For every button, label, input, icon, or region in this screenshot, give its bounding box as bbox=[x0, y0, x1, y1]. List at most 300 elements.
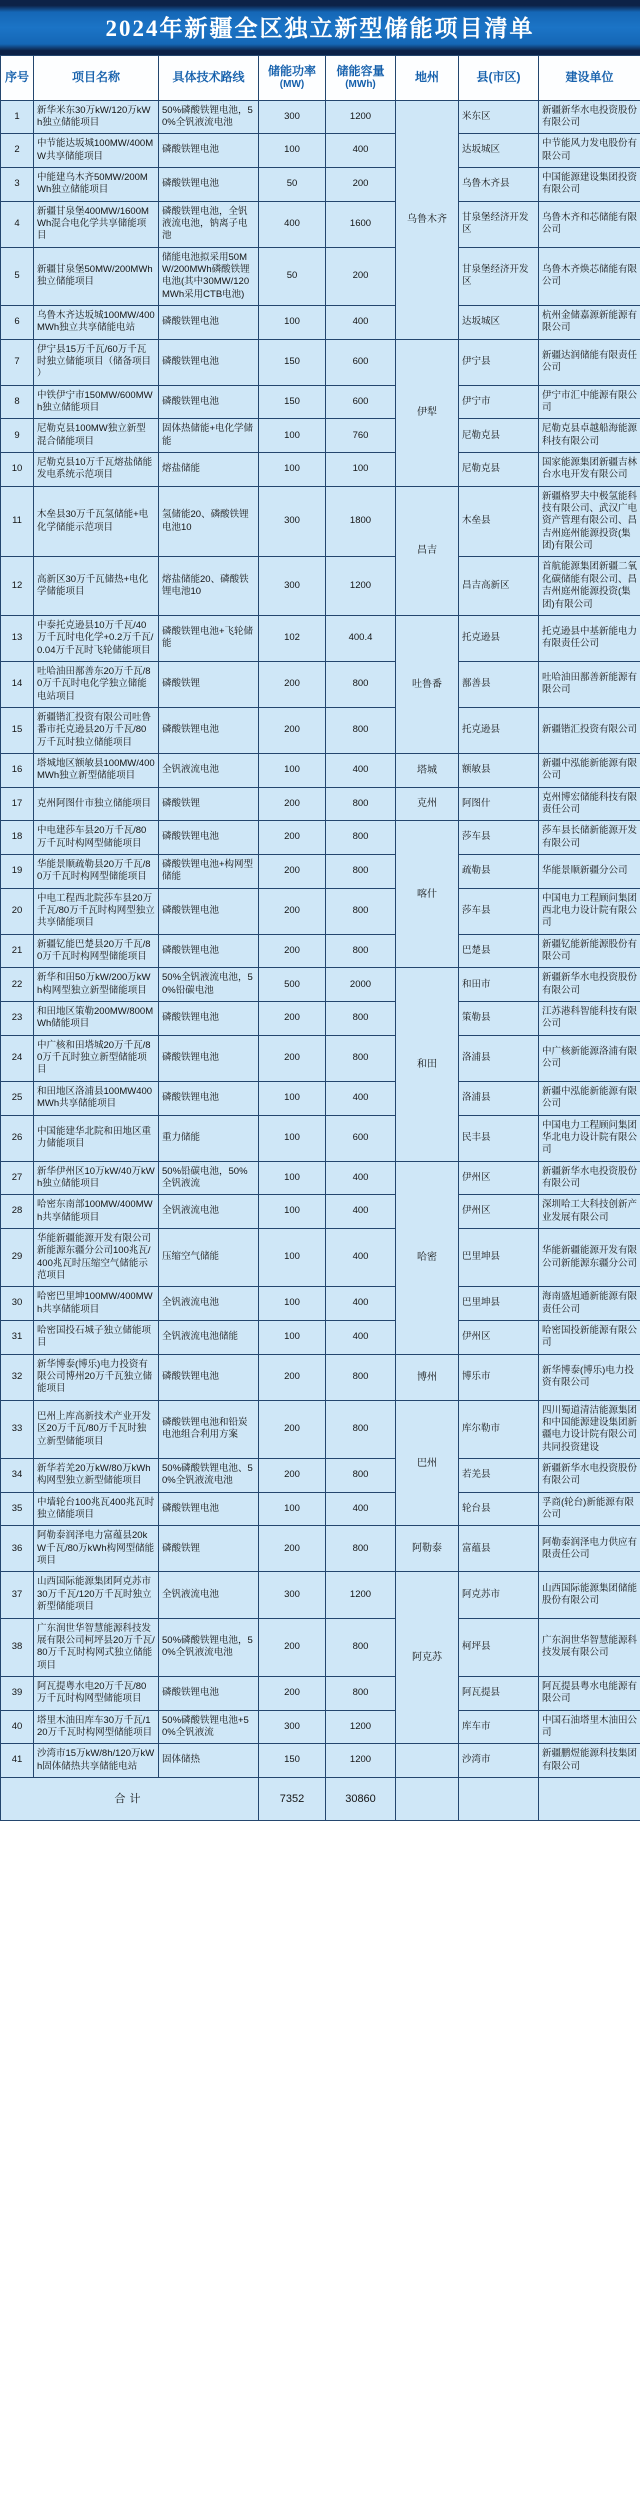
cell-prefecture: 克州 bbox=[396, 787, 459, 821]
cell-no: 19 bbox=[1, 855, 34, 889]
cell-capacity: 800 bbox=[326, 888, 396, 934]
cell-capacity: 1800 bbox=[326, 486, 396, 557]
cell-builder: 华能新疆能源开发有限公司新能源东疆分公司 bbox=[539, 1228, 640, 1286]
cell-county: 乌鲁木齐县 bbox=[459, 167, 539, 201]
cell-builder: 尼勒克县卓越船海能源科技有限公司 bbox=[539, 419, 640, 453]
cell-county: 托克逊县 bbox=[459, 707, 539, 753]
cell-tech: 50%磷酸铁锂电池，50%全钒液流电池 bbox=[159, 1618, 259, 1676]
cell-name: 新疆甘泉堡400MW/1600MWh混合电化学共享储能项目 bbox=[34, 201, 159, 247]
cell-power: 100 bbox=[259, 1228, 326, 1286]
cell-name: 中铁伊宁市150MW/600MWh独立储能项目 bbox=[34, 385, 159, 419]
cell-no: 26 bbox=[1, 1115, 34, 1161]
table-row bbox=[1, 1676, 640, 1710]
cell-builder: 新疆新华水电投资股份有限公司 bbox=[539, 1161, 640, 1195]
cell-name: 尼勒克县10万千瓦熔盐储能发电系统示范项目 bbox=[34, 453, 159, 487]
cell-power: 200 bbox=[259, 661, 326, 707]
cell-name: 巴州上库高新技术产业开发区20万千瓦/80万千瓦时独立新型储能项目 bbox=[34, 1400, 159, 1458]
cell-builder: 乌鲁木齐和芯储能有限公司 bbox=[539, 201, 640, 247]
cell-tech: 磷酸铁锂 bbox=[159, 787, 259, 821]
cell-name: 高新区30万千瓦储热+电化学储能项目 bbox=[34, 557, 159, 615]
table-header bbox=[1, 56, 640, 101]
cell-prefecture: 昌吉 bbox=[396, 486, 459, 615]
cell-builder: 新华博泰(博乐)电力投资有限公司 bbox=[539, 1354, 640, 1400]
cell-county: 沙湾市 bbox=[459, 1744, 539, 1778]
table-row bbox=[1, 661, 640, 707]
cell-tech: 全钒液流电池储能 bbox=[159, 1320, 259, 1354]
cell-tech: 磷酸铁锂电池 bbox=[159, 167, 259, 201]
table-row bbox=[1, 453, 640, 487]
cell-county: 策勒县 bbox=[459, 1002, 539, 1036]
cell-power: 200 bbox=[259, 1526, 326, 1572]
cell-builder: 华能景顺新疆分公司 bbox=[539, 855, 640, 889]
cell-name: 中节能达坂城100MW/400MW共享储能项目 bbox=[34, 134, 159, 168]
cell-tech: 磷酸铁锂电池，全钒液流电池，钠离子电池 bbox=[159, 201, 259, 247]
header-row bbox=[1, 56, 640, 101]
cell-power: 150 bbox=[259, 385, 326, 419]
cell-no: 33 bbox=[1, 1400, 34, 1458]
cell-prefecture: 乌鲁木齐 bbox=[396, 100, 459, 339]
table-row bbox=[1, 1161, 640, 1195]
cell-capacity: 400.4 bbox=[326, 615, 396, 661]
cell-power: 100 bbox=[259, 1161, 326, 1195]
cell-builder: 新疆钇能新能源股份有限公司 bbox=[539, 934, 640, 968]
cell-power: 300 bbox=[259, 100, 326, 134]
cell-capacity: 600 bbox=[326, 385, 396, 419]
cell-county: 民丰县 bbox=[459, 1115, 539, 1161]
cell-no: 12 bbox=[1, 557, 34, 615]
cell-prefecture: 阿勒泰 bbox=[396, 1526, 459, 1572]
cell-builder: 阿瓦提县粤水电能源有限公司 bbox=[539, 1676, 640, 1710]
cell-builder: 新疆新华水电投资股份有限公司 bbox=[539, 968, 640, 1002]
cell-county: 昌吉高新区 bbox=[459, 557, 539, 615]
cell-tech: 磷酸铁锂电池 bbox=[159, 707, 259, 753]
column-header: 具体技术路线 bbox=[159, 56, 259, 101]
cell-power: 200 bbox=[259, 1400, 326, 1458]
cell-county: 伊州区 bbox=[459, 1195, 539, 1229]
cell-name: 新疆锴汇投资有限公司吐鲁番市托克逊县20万千瓦/80万千瓦时独立储能项目 bbox=[34, 707, 159, 753]
cell-capacity: 200 bbox=[326, 167, 396, 201]
cell-tech: 磷酸铁锂电池 bbox=[159, 1081, 259, 1115]
cell-capacity: 800 bbox=[326, 1035, 396, 1081]
cell-power: 300 bbox=[259, 557, 326, 615]
table-row bbox=[1, 557, 640, 615]
cell-county: 伊宁市 bbox=[459, 385, 539, 419]
cell-tech: 磷酸铁锂电池 bbox=[159, 934, 259, 968]
cell-no: 31 bbox=[1, 1320, 34, 1354]
cell-name: 沙湾市15万kW/8h/120万kWh固体储热共享储能电站 bbox=[34, 1744, 159, 1778]
cell-county: 尼勒克县 bbox=[459, 453, 539, 487]
cell-tech: 磷酸铁锂 bbox=[159, 661, 259, 707]
cell-name: 阿瓦提粤水电20万千瓦/80万千瓦时构网型储能项目 bbox=[34, 1676, 159, 1710]
cell-no: 8 bbox=[1, 385, 34, 419]
cell-capacity: 1200 bbox=[326, 1572, 396, 1618]
cell-builder: 中国电力工程顾问集团华北电力设计院有限公司 bbox=[539, 1115, 640, 1161]
cell-county: 柯坪县 bbox=[459, 1618, 539, 1676]
cell-builder: 新疆中泓能新能源有限公司 bbox=[539, 753, 640, 787]
cell-name: 山西国际能源集团阿克苏市30万千瓦/120万千瓦时独立新型储能项目 bbox=[34, 1572, 159, 1618]
cell-tech: 储能电池拟采用50MW/200MWh磷酸铁锂电池(其中30MW/120MWh采用CTB电池) bbox=[159, 247, 259, 305]
cell-builder: 中国能源建设集团投资有限公司 bbox=[539, 167, 640, 201]
cell-builder: 新疆鹏煜能源科技集团有限公司 bbox=[539, 1744, 640, 1778]
cell-name: 中能建乌木齐50MW/200MWh独立储能项目 bbox=[34, 167, 159, 201]
cell-name: 中墙轮台100兆瓦400兆瓦时独立储能项目 bbox=[34, 1492, 159, 1526]
cell-county: 疏勒县 bbox=[459, 855, 539, 889]
cell-power: 200 bbox=[259, 707, 326, 753]
cell-tech: 磷酸铁锂电池+飞轮储能 bbox=[159, 615, 259, 661]
cell-builder: 新疆达润储能有限责任公司 bbox=[539, 339, 640, 385]
cell-name: 塔城地区额敏县100MW/400MWh独立新型储能项目 bbox=[34, 753, 159, 787]
page-title: 2024年新疆全区独立新型储能项目清单 bbox=[105, 16, 535, 41]
cell-no: 21 bbox=[1, 934, 34, 968]
table-row bbox=[1, 855, 640, 889]
cell-power: 200 bbox=[259, 1676, 326, 1710]
cell-tech: 磷酸铁锂电池 bbox=[159, 134, 259, 168]
cell-power: 150 bbox=[259, 1744, 326, 1778]
total-prefecture bbox=[396, 1777, 459, 1820]
cell-capacity: 1600 bbox=[326, 201, 396, 247]
cell-tech: 固体储热 bbox=[159, 1744, 259, 1778]
cell-county: 伊州区 bbox=[459, 1161, 539, 1195]
cell-tech: 50%磷酸铁锂电池，50%全钒液流电池 bbox=[159, 100, 259, 134]
cell-tech: 全钒液流电池 bbox=[159, 1287, 259, 1321]
cell-no: 10 bbox=[1, 453, 34, 487]
cell-builder: 伊宁市汇中能源有限公司 bbox=[539, 385, 640, 419]
cell-power: 200 bbox=[259, 1618, 326, 1676]
cell-power: 100 bbox=[259, 1492, 326, 1526]
cell-county: 阿克苏市 bbox=[459, 1572, 539, 1618]
cell-name: 和田地区策勒200MW/800MWh储能项目 bbox=[34, 1002, 159, 1036]
cell-county: 伊州区 bbox=[459, 1320, 539, 1354]
table-row bbox=[1, 1492, 640, 1526]
cell-county: 洛浦县 bbox=[459, 1035, 539, 1081]
cell-power: 50 bbox=[259, 247, 326, 305]
cell-name: 阿勒泰润泽电力富蕴县20kW千瓦/80万kWh构网型储能项目 bbox=[34, 1526, 159, 1572]
cell-builder: 山西国际能源集团储能股份有限公司 bbox=[539, 1572, 640, 1618]
cell-tech: 50%全钒液流电池，50%铅碳电池 bbox=[159, 968, 259, 1002]
cell-name: 吐哈油田鄯善东20万千瓦/80万千瓦时电化学独立储能电站项目 bbox=[34, 661, 159, 707]
cell-tech: 固体热储能+电化学储能 bbox=[159, 419, 259, 453]
cell-county: 托克逊县 bbox=[459, 615, 539, 661]
cell-power: 300 bbox=[259, 486, 326, 557]
cell-capacity: 800 bbox=[326, 707, 396, 753]
cell-tech: 50%磷酸铁锂电池+50%全钒液流 bbox=[159, 1710, 259, 1744]
cell-tech: 熔盐储能20、磷酸铁锂电池10 bbox=[159, 557, 259, 615]
cell-county: 伊宁县 bbox=[459, 339, 539, 385]
column-header: 序号 bbox=[1, 56, 34, 101]
cell-no: 38 bbox=[1, 1618, 34, 1676]
cell-county: 额敏县 bbox=[459, 753, 539, 787]
total-row bbox=[1, 1777, 640, 1820]
cell-no: 22 bbox=[1, 968, 34, 1002]
table-row bbox=[1, 1035, 640, 1081]
cell-builder: 托克逊县中基新能电力有限责任公司 bbox=[539, 615, 640, 661]
column-header: 县(市区) bbox=[459, 56, 539, 101]
cell-county: 轮台县 bbox=[459, 1492, 539, 1526]
table-row bbox=[1, 339, 640, 385]
cell-tech: 磷酸铁锂电池 bbox=[159, 1676, 259, 1710]
cell-tech: 磷酸铁锂电池 bbox=[159, 339, 259, 385]
cell-tech: 磷酸铁锂电池 bbox=[159, 888, 259, 934]
cell-builder: 江苏港科智能科技有限公司 bbox=[539, 1002, 640, 1036]
cell-no: 9 bbox=[1, 419, 34, 453]
cell-no: 23 bbox=[1, 1002, 34, 1036]
cell-power: 150 bbox=[259, 339, 326, 385]
cell-tech: 重力储能 bbox=[159, 1115, 259, 1161]
cell-capacity: 1200 bbox=[326, 557, 396, 615]
cell-tech: 全钒液流电池 bbox=[159, 1195, 259, 1229]
cell-name: 哈密巴里坤100MW/400MWh共享储能项目 bbox=[34, 1287, 159, 1321]
cell-no: 16 bbox=[1, 753, 34, 787]
cell-capacity: 800 bbox=[326, 855, 396, 889]
cell-tech: 磷酸铁锂电池 bbox=[159, 1354, 259, 1400]
cell-capacity: 800 bbox=[326, 821, 396, 855]
total-power: 7352 bbox=[259, 1777, 326, 1820]
cell-builder: 深圳哈工大科技创新产业发展有限公司 bbox=[539, 1195, 640, 1229]
cell-builder: 吐哈油田鄯善新能源有限公司 bbox=[539, 661, 640, 707]
cell-power: 200 bbox=[259, 1035, 326, 1081]
cell-county: 莎车县 bbox=[459, 821, 539, 855]
cell-builder: 中广核新能源洛浦有限公司 bbox=[539, 1035, 640, 1081]
cell-prefecture: 哈密 bbox=[396, 1161, 459, 1354]
cell-capacity: 400 bbox=[326, 1228, 396, 1286]
cell-name: 中广核和田塔城20万千瓦/80万千瓦时独立新型储能项目 bbox=[34, 1035, 159, 1081]
cell-name: 中电工程西北院莎车县20万千瓦/80万千瓦时构网型独立共享储能项目 bbox=[34, 888, 159, 934]
table-row bbox=[1, 247, 640, 305]
cell-no: 40 bbox=[1, 1710, 34, 1744]
cell-county: 达坂城区 bbox=[459, 134, 539, 168]
cell-name: 新华和田50万kW/200万kWh构网型独立新型储能项目 bbox=[34, 968, 159, 1002]
cell-no: 20 bbox=[1, 888, 34, 934]
cell-name: 新华博泰(博乐)电力投资有限公司博州20万千瓦独立储能项目 bbox=[34, 1354, 159, 1400]
cell-builder: 新疆新华水电投资股份有限公司 bbox=[539, 100, 640, 134]
cell-capacity: 1200 bbox=[326, 1744, 396, 1778]
cell-no: 30 bbox=[1, 1287, 34, 1321]
cell-builder: 海南盛旭通新能源有限责任公司 bbox=[539, 1287, 640, 1321]
table-row bbox=[1, 1618, 640, 1676]
cell-capacity: 800 bbox=[326, 1400, 396, 1458]
cell-power: 200 bbox=[259, 1002, 326, 1036]
cell-name: 新疆钇能巴楚县20万千瓦/80万千瓦时构网型储能项目 bbox=[34, 934, 159, 968]
cell-tech: 全钒液流电池 bbox=[159, 1572, 259, 1618]
cell-no: 3 bbox=[1, 167, 34, 201]
cell-no: 14 bbox=[1, 661, 34, 707]
cell-county: 巴里坤县 bbox=[459, 1287, 539, 1321]
cell-prefecture: 博州 bbox=[396, 1354, 459, 1400]
table-row bbox=[1, 1744, 640, 1778]
cell-no: 2 bbox=[1, 134, 34, 168]
total-county bbox=[459, 1777, 539, 1820]
cell-builder: 广东润世华智慧能源科技发展有限公司 bbox=[539, 1618, 640, 1676]
cell-tech: 50%磷酸铁锂电池、50%全钒液流电池 bbox=[159, 1459, 259, 1493]
table-row bbox=[1, 821, 640, 855]
cell-prefecture: 塔城 bbox=[396, 753, 459, 787]
cell-power: 102 bbox=[259, 615, 326, 661]
cell-capacity: 800 bbox=[326, 1676, 396, 1710]
cell-name: 哈密国投石城子独立储能项目 bbox=[34, 1320, 159, 1354]
cell-power: 100 bbox=[259, 1115, 326, 1161]
cell-builder: 首航能源集团新疆二氧化碳储能有限公司、昌吉州庭州能源投资(集团)有限公司 bbox=[539, 557, 640, 615]
cell-no: 29 bbox=[1, 1228, 34, 1286]
cell-capacity: 400 bbox=[326, 1081, 396, 1115]
cell-no: 28 bbox=[1, 1195, 34, 1229]
cell-tech: 熔盐储能 bbox=[159, 453, 259, 487]
column-header: 地州 bbox=[396, 56, 459, 101]
cell-capacity: 400 bbox=[326, 1161, 396, 1195]
cell-builder: 中国石油塔里木油田公司 bbox=[539, 1710, 640, 1744]
cell-power: 100 bbox=[259, 1195, 326, 1229]
cell-capacity: 800 bbox=[326, 661, 396, 707]
cell-builder: 莎车县长储新能源开发有限公司 bbox=[539, 821, 640, 855]
cell-name: 和田地区洛浦县100MW400MWh共享储能项目 bbox=[34, 1081, 159, 1115]
table-row bbox=[1, 707, 640, 753]
cell-county: 巴里坤县 bbox=[459, 1228, 539, 1286]
cell-capacity: 800 bbox=[326, 1002, 396, 1036]
cell-power: 300 bbox=[259, 1572, 326, 1618]
cell-prefecture bbox=[396, 1744, 459, 1778]
cell-power: 300 bbox=[259, 1710, 326, 1744]
table-row bbox=[1, 888, 640, 934]
cell-power: 200 bbox=[259, 934, 326, 968]
cell-power: 200 bbox=[259, 787, 326, 821]
cell-capacity: 800 bbox=[326, 934, 396, 968]
cell-no: 27 bbox=[1, 1161, 34, 1195]
cell-county: 库车市 bbox=[459, 1710, 539, 1744]
cell-capacity: 400 bbox=[326, 753, 396, 787]
cell-capacity: 800 bbox=[326, 1459, 396, 1493]
cell-capacity: 800 bbox=[326, 1354, 396, 1400]
cell-capacity: 800 bbox=[326, 1618, 396, 1676]
cell-builder: 四川蜀道清洁能源集团和中国能源建设集团新疆电力设计院有限公司共同投资建设 bbox=[539, 1400, 640, 1458]
cell-builder: 乌鲁木齐焕芯储能有限公司 bbox=[539, 247, 640, 305]
cell-county: 博乐市 bbox=[459, 1354, 539, 1400]
cell-county: 洛浦县 bbox=[459, 1081, 539, 1115]
cell-name: 华能景顺疏勒县20万千瓦/80万千瓦时构网型储能项目 bbox=[34, 855, 159, 889]
cell-name: 塔里木油田库车30万千瓦/120万千瓦时构网型储能项目 bbox=[34, 1710, 159, 1744]
cell-capacity: 800 bbox=[326, 1526, 396, 1572]
cell-capacity: 760 bbox=[326, 419, 396, 453]
table-row bbox=[1, 201, 640, 247]
cell-capacity: 400 bbox=[326, 1320, 396, 1354]
table-row bbox=[1, 1400, 640, 1458]
cell-tech: 磷酸铁锂电池和铅炭电池组合利用方案 bbox=[159, 1400, 259, 1458]
cell-no: 4 bbox=[1, 201, 34, 247]
cell-prefecture: 吐鲁番 bbox=[396, 615, 459, 753]
table-row bbox=[1, 1115, 640, 1161]
page-title-band bbox=[0, 0, 640, 55]
cell-name: 广东润世华智慧能源科技发展有限公司柯坪县20万千瓦/80万千瓦时构网式独立储能项目 bbox=[34, 1618, 159, 1676]
cell-county: 甘泉堡经济开发区 bbox=[459, 201, 539, 247]
cell-name: 新华米东30万kW/120万kWh独立储能项目 bbox=[34, 100, 159, 134]
cell-county: 莎车县 bbox=[459, 888, 539, 934]
cell-name: 尼勒克县100MW独立新型混合储能项目 bbox=[34, 419, 159, 453]
cell-name: 中泰托克逊县10万千瓦/40万千瓦时电化学+0.2万千瓦/0.04万千瓦时飞轮储能项目 bbox=[34, 615, 159, 661]
cell-capacity: 2000 bbox=[326, 968, 396, 1002]
total-capacity: 30860 bbox=[326, 1777, 396, 1820]
cell-no: 36 bbox=[1, 1526, 34, 1572]
cell-capacity: 600 bbox=[326, 339, 396, 385]
cell-tech: 磷酸铁锂电池 bbox=[159, 1035, 259, 1081]
cell-power: 100 bbox=[259, 305, 326, 339]
table-row bbox=[1, 1287, 640, 1321]
cell-capacity: 400 bbox=[326, 1492, 396, 1526]
cell-county: 若羌县 bbox=[459, 1459, 539, 1493]
cell-county: 巴楚县 bbox=[459, 934, 539, 968]
cell-power: 200 bbox=[259, 1354, 326, 1400]
cell-builder: 中节能风力发电股份有限公司 bbox=[539, 134, 640, 168]
cell-power: 100 bbox=[259, 1320, 326, 1354]
table-row bbox=[1, 934, 640, 968]
table-row bbox=[1, 1002, 640, 1036]
cell-county: 库尔勒市 bbox=[459, 1400, 539, 1458]
cell-county: 达坂城区 bbox=[459, 305, 539, 339]
cell-power: 200 bbox=[259, 1459, 326, 1493]
table-row bbox=[1, 1710, 640, 1744]
cell-power: 100 bbox=[259, 134, 326, 168]
table-row bbox=[1, 1526, 640, 1572]
table-row bbox=[1, 1572, 640, 1618]
cell-prefecture: 和田 bbox=[396, 968, 459, 1161]
cell-no: 32 bbox=[1, 1354, 34, 1400]
cell-power: 100 bbox=[259, 419, 326, 453]
table-row bbox=[1, 134, 640, 168]
cell-no: 25 bbox=[1, 1081, 34, 1115]
cell-no: 18 bbox=[1, 821, 34, 855]
table-row bbox=[1, 1320, 640, 1354]
cell-capacity: 400 bbox=[326, 134, 396, 168]
column-unit: (MW) bbox=[279, 79, 305, 90]
cell-tech: 磷酸铁锂电池 bbox=[159, 385, 259, 419]
cell-no: 24 bbox=[1, 1035, 34, 1081]
table-row bbox=[1, 305, 640, 339]
cell-no: 15 bbox=[1, 707, 34, 753]
total-label: 合计 bbox=[1, 1777, 259, 1820]
cell-no: 6 bbox=[1, 305, 34, 339]
cell-name: 中国能建华北院和田地区重力储能项目 bbox=[34, 1115, 159, 1161]
cell-capacity: 1200 bbox=[326, 100, 396, 134]
cell-tech: 磷酸铁锂电池 bbox=[159, 1492, 259, 1526]
cell-name: 哈密东南部100MW/400MWh共享储能项目 bbox=[34, 1195, 159, 1229]
cell-county: 鄯善县 bbox=[459, 661, 539, 707]
cell-name: 华能新疆能源开发有限公司新能源东疆分公司100兆瓦/400兆瓦时压缩空气储能示范项目 bbox=[34, 1228, 159, 1286]
cell-tech: 全钒液流电池 bbox=[159, 753, 259, 787]
cell-tech: 磷酸铁锂电池 bbox=[159, 305, 259, 339]
cell-builder: 克州博宏储能科技有限责任公司 bbox=[539, 787, 640, 821]
cell-no: 34 bbox=[1, 1459, 34, 1493]
cell-capacity: 100 bbox=[326, 453, 396, 487]
cell-capacity: 400 bbox=[326, 1195, 396, 1229]
cell-no: 13 bbox=[1, 615, 34, 661]
cell-power: 200 bbox=[259, 855, 326, 889]
cell-power: 100 bbox=[259, 1287, 326, 1321]
total-builder bbox=[539, 1777, 640, 1820]
cell-name: 乌鲁木齐达坂城100MW/400MWh独立共享储能电站 bbox=[34, 305, 159, 339]
cell-builder: 孚商(轮台)新能源有限公司 bbox=[539, 1492, 640, 1526]
table-row bbox=[1, 419, 640, 453]
cell-power: 400 bbox=[259, 201, 326, 247]
cell-capacity: 400 bbox=[326, 1287, 396, 1321]
table-row bbox=[1, 1081, 640, 1115]
projects-table bbox=[0, 55, 640, 1821]
cell-capacity: 1200 bbox=[326, 1710, 396, 1744]
cell-builder: 新疆格罗夫中极氢能科技有限公司、武汉广电资产管理有限公司、昌吉州庭州能源投资(集团)有限公司 bbox=[539, 486, 640, 557]
table-row bbox=[1, 787, 640, 821]
cell-name: 中电建莎车县20万千瓦/80万千瓦时构网型储能项目 bbox=[34, 821, 159, 855]
cell-builder: 哈密国投新能源有限公司 bbox=[539, 1320, 640, 1354]
table-row bbox=[1, 1459, 640, 1493]
cell-prefecture: 阿克苏 bbox=[396, 1572, 459, 1744]
cell-builder: 新疆锴汇投资有限公司 bbox=[539, 707, 640, 753]
table-row bbox=[1, 385, 640, 419]
